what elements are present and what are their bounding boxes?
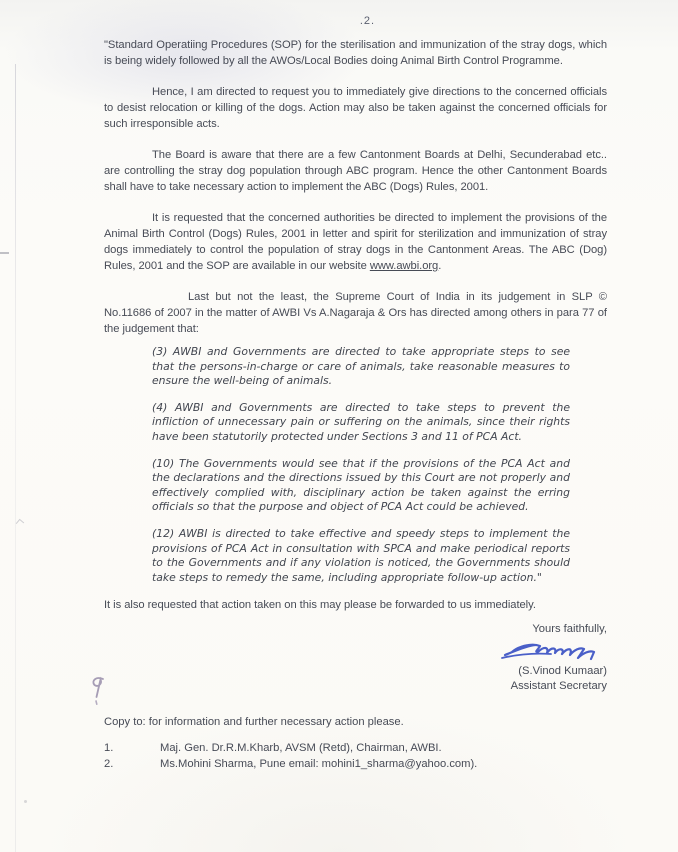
handwritten-signature xyxy=(499,638,603,664)
scan-artifact-dot xyxy=(24,800,27,803)
list-item xyxy=(104,756,607,772)
list-item xyxy=(104,740,607,756)
awbi-website-link[interactable]: www.awbi.org xyxy=(369,260,439,272)
letter-body xyxy=(104,0,607,772)
page-number: .2. xyxy=(359,15,376,27)
paragraph-supreme-court: Last but not the least, the Supreme Court of India in its judgement in SLP © No.11686 of 2007 in the matter of AWBI Vs A.Nagaraja & Ors has directed among others in para 77 of the judgement that: xyxy=(104,291,607,335)
paragraph-abc-rules-period: . xyxy=(438,260,442,272)
paragraph-abc-rules-text: It is requested that the concerned authorities be directed to implement the provisions of the Animal Birth Control (Dogs) Rules, 2001 in letter and spirit for sterilization and immunization of stray dogs immediately to control the population of stray dogs in the Cantonment Areas. The ABC (Dog) Rules, 2001 and the SOP are available in our website xyxy=(104,212,607,272)
signatory-name: (S.Vinod Kumaar) xyxy=(518,665,607,678)
copy-to-list xyxy=(104,740,607,772)
paragraph-hence: Hence, I am directed to request you to immediately give directions to the concerned officials to desist relocation or killing of the dogs. Action may also be taken against the concerned officials for such irresponsible acts. xyxy=(104,86,607,130)
scan-artifact-mark xyxy=(16,519,24,527)
judgement-quote-para-10: (10) The Governments would see that if the provisions of the PCA Act and the declarations and the directions issued by this Court are not properly and effectively complied with, disciplinary action be taken against the erring officials so that the purpose and object of PCA Act could be achieved. xyxy=(152,456,570,514)
valediction: Yours faithfully, xyxy=(532,623,607,636)
judgement-quote-para-12: (12) AWBI is directed to take effective and speedy steps to implement the provisions of PCA Act in consultation with SPCA and make periodical reports to the Governments and if any violation is noticed, the Governments should take steps to remedy the same, including appropriate follow-up action." xyxy=(152,526,570,584)
list-item-text: Maj. Gen. Dr.R.M.Kharb, AVSM (Retd), Chairman, AWBI. xyxy=(160,742,442,755)
scan-edge-line xyxy=(15,64,16,852)
list-item-number: 1. xyxy=(104,742,114,755)
scan-artifact-dash xyxy=(0,252,9,254)
judgement-quote-para-4: (4) AWBI and Governments are directed to take steps to prevent the infliction of unnecessary pain or suffering on the animals, since their rights have been statutorily protected under Sections 3 and 11 of PCA Act. xyxy=(152,400,570,443)
signature-block xyxy=(104,622,607,694)
copy-to-heading: Copy to: for information and further necessary action please. xyxy=(104,716,404,729)
signatory-title: Assistant Secretary xyxy=(510,680,607,693)
list-item-text: Ms.Mohini Sharma, Pune email: mohini1_sharma@yahoo.com). xyxy=(160,758,478,771)
paragraph-closing-request: It is also requested that action taken on this may please be forwarded to us immediately. xyxy=(104,599,536,612)
paragraph-cantonment-boards: The Board is aware that there are a few Cantonment Boards at Delhi, Secunderabad etc.. are controlling the stray dog population through ABC program. Hence the other Cantonment Boards shall have to take necessary action to implement the ABC (Dogs) Rules, 2001. xyxy=(104,149,607,193)
paragraph-sop: "Standard Operatiing Procedures (SOP) for the sterilisation and immunization of the stray dogs, which is being widely followed by all the AWOs/Local Bodies doing Animal Birth Control Programme. xyxy=(104,39,607,67)
judgement-quote-para-3: (3) AWBI and Governments are directed to take appropriate steps to see that the persons-in-charge or care of animals, take reasonable measures to ensure the well-being of animals. xyxy=(152,345,570,388)
list-item-number: 2. xyxy=(104,758,114,771)
paragraph-abc-rules xyxy=(104,210,607,274)
